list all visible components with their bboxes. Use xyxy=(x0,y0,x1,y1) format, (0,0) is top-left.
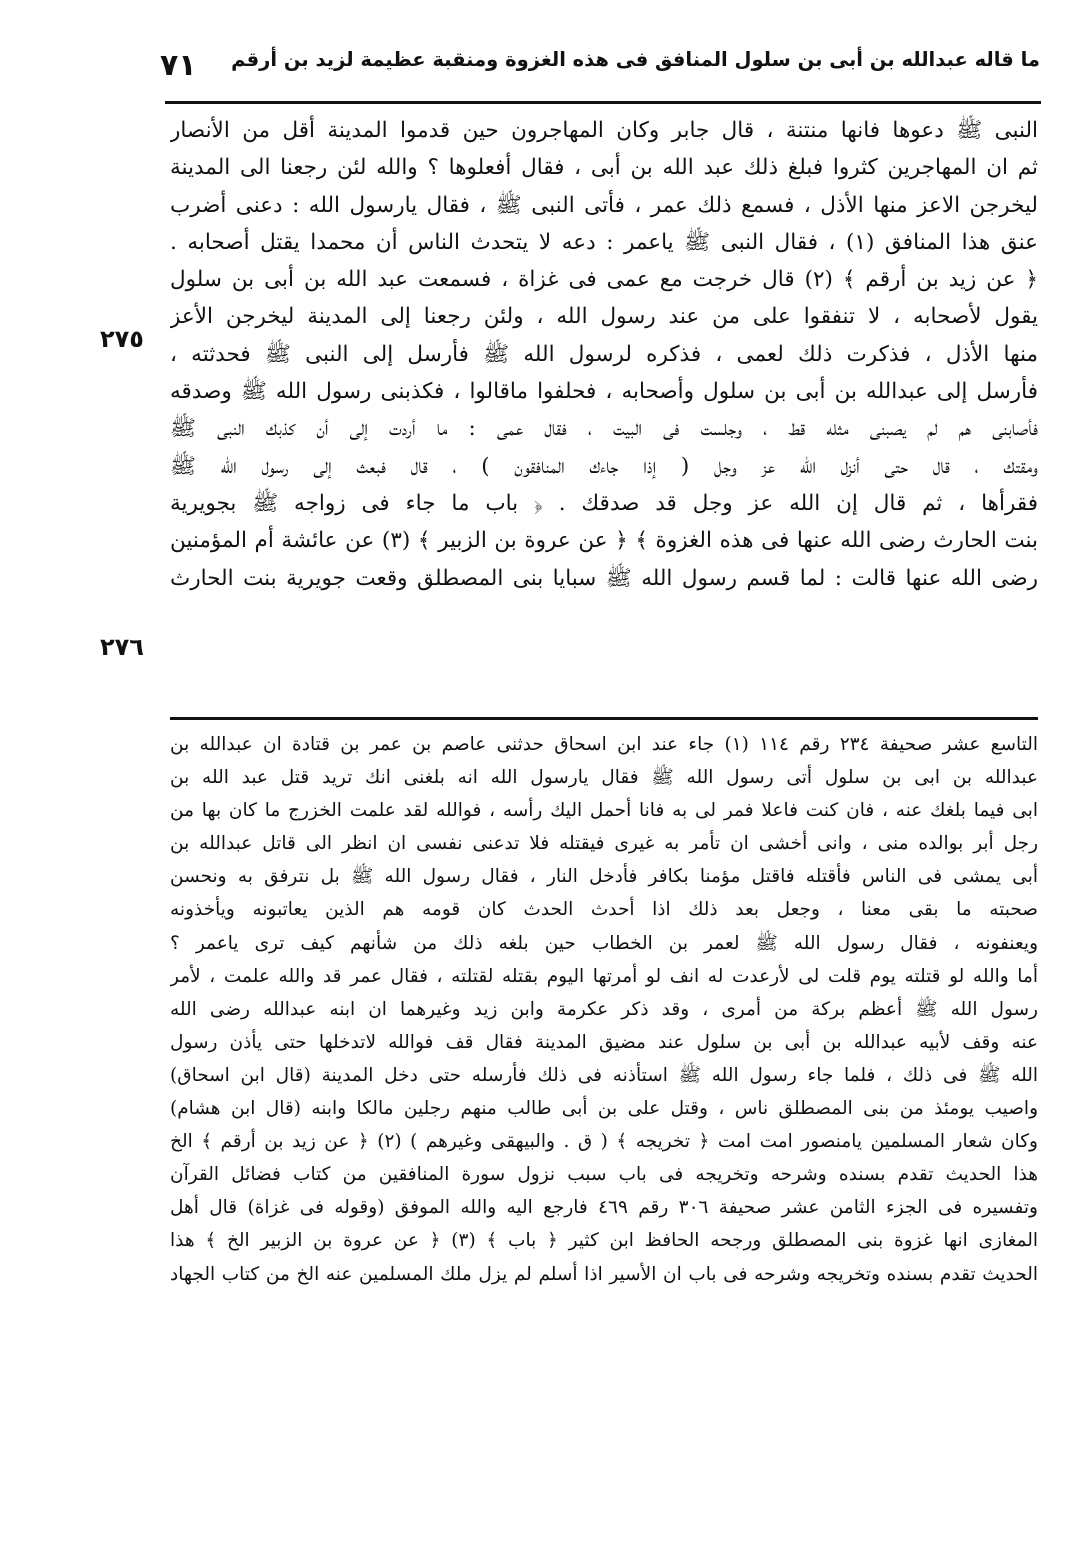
footnote-line: وتفسيره فى الجزء الثامن عشر صحيفة ٣٠٦ رقم ٤٦٩ فارجع اليه والله الموفق (وقوله فى غزاة) قال أهل xyxy=(170,1197,1038,1219)
text-line: منها الأذل ، فذكرت ذلك لعمى ، فذكره لرسول الله ﷺ فأرسل إلى النبى ﷺ فحدثته ، xyxy=(170,341,1038,367)
footnote-line: المغازى انها غزوة بنى المصطلق ورجحه الحافظ ابن كثير ﴿ باب ﴾ (٣) ﴿ عن عروة بن الزبير الخ ﴾ هذا xyxy=(170,1230,1038,1252)
header-rule xyxy=(165,101,1041,104)
footnote-line: ويعنفونه ، فقال رسول الله ﷺ لعمر بن الخطاب حين بلغه ذلك من شأنهم كيف ترى ياعمر ؟ xyxy=(170,932,1038,954)
footnote-line: الحديث تقدم بسنده وتخريجه وشرحه فى باب ان الأسير اذا أسلم لم يزل ملك المسلمين عنه الخ من كتاب الجهاد xyxy=(170,1263,1038,1285)
text-line: فأصابنى هم لم يصبنى مثله قط ، وجلست فى البيت ، فقال عمى : ما أردت إلى أن كذبك النبى ﷺ xyxy=(170,416,1038,442)
text-line: ليخرجن الاعز منها الأذل ، فسمع ذلك عمر ، فأتى النبى ﷺ ، فقال يارسول الله : دعنى أضرب xyxy=(170,192,1038,218)
text-line: فقرأها ، ثم قال إن الله عز وجل قد صدقك . ﴿ باب ما جاء فى زواجه ﷺ بجويرية xyxy=(170,490,1038,516)
footnote-line: أما والله لو قتلته يوم قلت لى لأرعدت له انف لو أمرتها اليوم بقتله لقتلته ، فقال عمر قد والله علمت ، لأمر xyxy=(170,965,1038,987)
text-line: يقول لأصحابه ، لا تنفقوا على من عند رسول الله ، ولئن رجعنا إلى المدينة ليخرجن الأعز xyxy=(170,304,1038,330)
footnote-line: صحبته ما بقى معنا ، وجعل بعد ذلك اذا أحدث الحدث كان قومه هم الذين يعاتبونه ويأخذونه xyxy=(170,899,1038,921)
footnote-line: الله ﷺ فى ذلك ، فلما جاء رسول الله ﷺ استأذنه فى ذلك فأرسله حتى دخل المدينة (قال ابن اسحاق) xyxy=(170,1064,1038,1086)
footnote-line: هذا الحديث تقدم بسنده وشرحه وتخريجه فى باب سبب نزول سورة المنافقين من كتاب فضائل القرآن xyxy=(170,1164,1038,1186)
running-title: ما قاله عبدالله بن أبى بن سلول المنافق فى هذه الغزوة ومنقبة عظيمة لزيد بن أرقم xyxy=(231,48,1040,71)
text-line: عنق هذا المنافق (١) ، فقال النبى ﷺ ياعمر : دعه لا يتحدث الناس أن محمدا يقتل أصحابه . xyxy=(170,229,1038,255)
footnote-separator xyxy=(170,717,1038,720)
footnote-line: أبى يمشى فى الناس فأقتله فاقتل مؤمنا بكافر فأدخل النار ، فقال رسول الله ﷺ بل نترفق به ونحسن xyxy=(170,866,1038,888)
footnote-line: رسول الله ﷺ أعظم بركة من أمرى ، وقد ذكر عكرمة وابن زيد وغيرهما ان ابنه عبدالله رضى الله xyxy=(170,998,1038,1020)
page-header xyxy=(100,42,1040,98)
text-line: ﴿ عن زيد بن أرقم ﴾ (٢) قال خرجت مع عمى فى غزاة ، فسمعت عبد الله بن أبى بن سلول xyxy=(170,267,1038,293)
footnote-line: التاسع عشر صحيفة ٢٣٤ رقم ١١٤ (١) جاء عند ابن اسحاق حدثنى عاصم بن عمر بن قتادة ان عبدالله بن xyxy=(170,734,1038,755)
text-line: رضى الله عنها قالت : لما قسم رسول الله ﷺ سبايا بنى المصطلق وقعت جويرية بنت الحارث xyxy=(170,565,1038,591)
footnote-line: ابى فيما بلغك عنه ، فان كنت فاعلا فمر لى به فانا أحمل اليك رأسه ، فوالله لقد علمت الخزرج ما كان بها من xyxy=(170,800,1038,822)
text-line: النبى ﷺ دعوها فانها منتنة ، قال جابر وكان المهاجرون حين قدموا المدينة أقل من الأنصار xyxy=(170,118,1038,143)
text-line: فأرسل إلى عبدالله بن أبى بن سلول وأصحابه ، فحلفوا ماقالوا ، فكذبنى رسول الله ﷺ وصدقه xyxy=(170,379,1038,405)
margin-hadith-number: ٢٧٥ xyxy=(100,325,144,353)
text-line: ثم ان المهاجرين كثروا فبلغ ذلك عبد الله بن أبى ، فقال أفعلوها ؟ والله لئن رجعنا الى المدينة xyxy=(170,155,1038,181)
page-number: ٧١ xyxy=(160,48,197,83)
text-line: ومقتك ، قال حتى أنزل الله عز وجل ( إذا جاءك المنافقون ) ، قال فبعث إلى رسول الله ﷺ xyxy=(170,453,1038,479)
footnote-line: رجل أبر بوالده منى ، وانى أخشى ان تأمر به غيرى فيقتله فلا تدعنى نفسى ان انظر الى قاتل عبدالله بن xyxy=(170,833,1038,855)
footnotes xyxy=(170,728,1038,1508)
footnote-line: واصيب يومئذ من بنى المصطلق ناس ، وقتل على بن أبى طالب منهم رجلين مالكا وابنه (قال ابن هشام) xyxy=(170,1098,1038,1120)
footnote-line: عنه وقف لأبيه عبدالله بن أبى بن سلول عند مضيق المدينة فقال قف فوالله لاتدخلها حتى يأذن رسول xyxy=(170,1031,1038,1053)
main-text xyxy=(170,112,1038,712)
footnote-line: وكان شعار المسلمين يامنصور امت امت ﴿ تخريجه ﴾ ( ق . والبيهقى وغيرهم ) (٢) ﴿ عن زيد بن أرقم ﴾ الخ xyxy=(170,1131,1038,1153)
footnote-line: عبدالله بن ابى بن سلول أتى رسول الله ﷺ فقال يارسول الله انه بلغنى انك تريد قتل عبد الله بن xyxy=(170,767,1038,789)
text-line: بنت الحارث رضى الله عنها فى هذه الغزوة ﴾ ﴿ عن عروة بن الزبير ﴾ (٣) عن عائشة أم المؤمنين xyxy=(170,528,1038,554)
margin-hadith-number: ٢٧٦ xyxy=(100,633,144,661)
